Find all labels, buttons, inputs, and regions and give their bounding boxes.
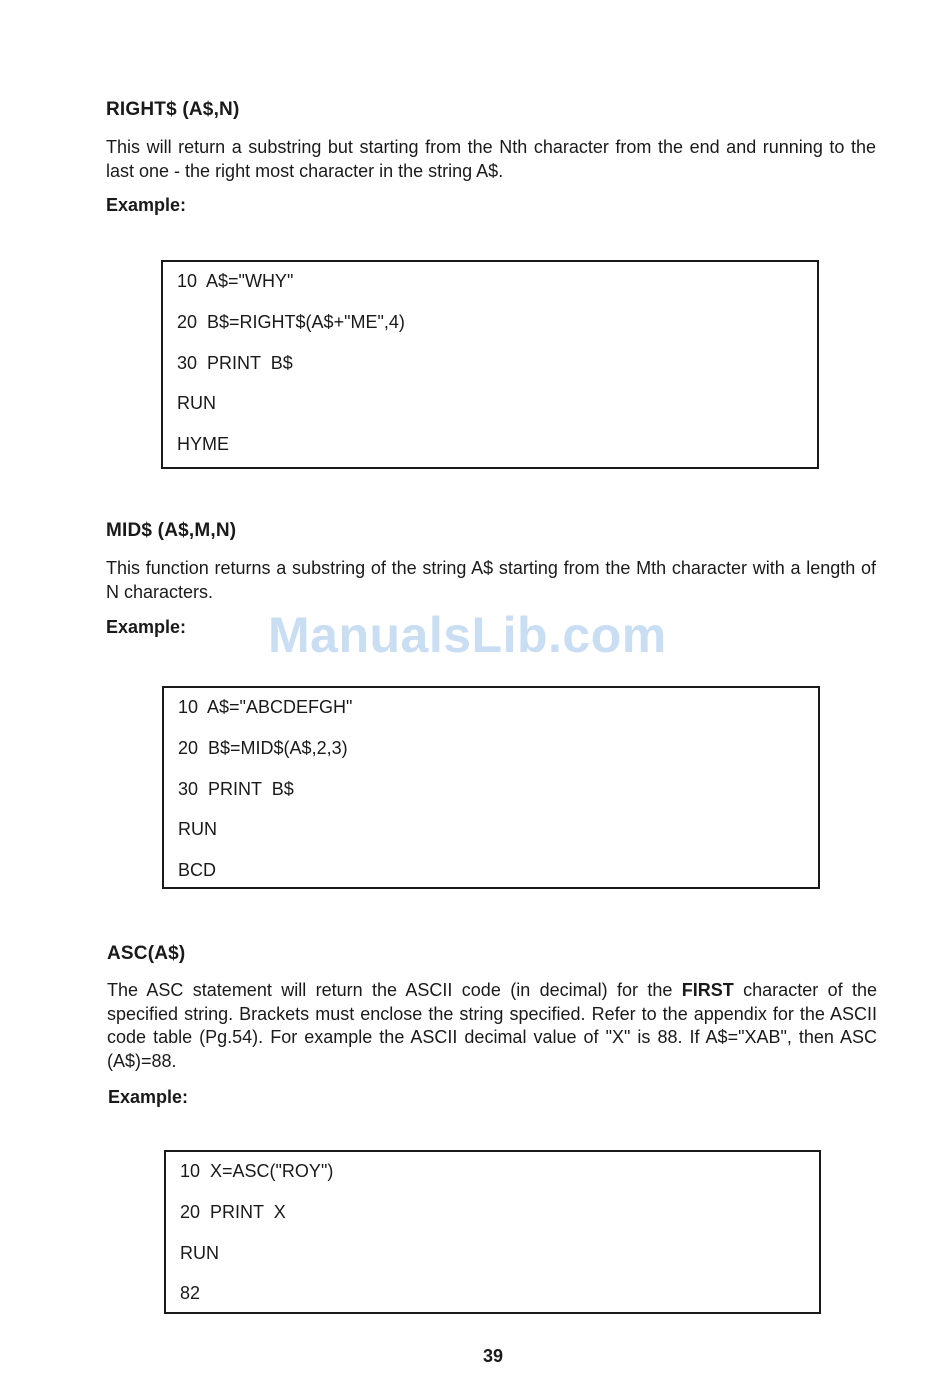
section-heading-asc: ASC(A$) bbox=[107, 943, 186, 964]
section-heading-mid: MID$ (A$,M,N) bbox=[106, 520, 237, 541]
code-line: HYME bbox=[177, 434, 230, 455]
code-line: 10 A$="WHY" bbox=[177, 271, 294, 291]
code-line: 10 A$="ABCDEFGH" bbox=[178, 697, 353, 717]
page-number: 39 bbox=[482, 1346, 504, 1366]
code-line: 20 B$=RIGHT$(A$+"ME",4) bbox=[177, 311, 405, 332]
description-text: The ASC statement will return the ASCII code (in decimal) for the bbox=[107, 980, 682, 1000]
code-line: 30 PRINT B$ bbox=[177, 352, 293, 373]
code-line: 10 X=ASC("ROY") bbox=[180, 1161, 334, 1181]
example-label-mid: Example: bbox=[106, 617, 187, 637]
description-emphasis: FIRST bbox=[681, 980, 734, 1000]
example-label-right: Example: bbox=[106, 195, 187, 215]
example-label-asc: Example: bbox=[108, 1087, 189, 1107]
code-box-mid bbox=[162, 686, 820, 889]
code-line: 82 bbox=[180, 1283, 201, 1304]
section-heading-right: RIGHT$ (A$,N) bbox=[106, 99, 240, 120]
code-line: 30 PRINT B$ bbox=[178, 778, 294, 799]
code-box-asc bbox=[164, 1150, 821, 1314]
code-line: 20 B$=MID$(A$,2,3) bbox=[178, 737, 348, 758]
description-text: character of the specified string. Brackets must enclose the string specified. Refer to the appendix for the ASCII code table (Pg.54). For example the ASCII decimal value of "X" is 88. If A$="XAB", then ASC (A$)=88. bbox=[107, 980, 877, 1071]
code-line: RUN bbox=[177, 393, 216, 414]
code-line: RUN bbox=[178, 819, 217, 840]
section-description-mid: This function returns a substring of the string A$ starting from the Mth character with a length of N characters. bbox=[106, 558, 876, 602]
code-box-right bbox=[161, 260, 819, 469]
code-line: BCD bbox=[178, 860, 217, 881]
section-description-right: This will return a substring but starting from the Nth character from the end and running to the last one - the right most character in the string A$. bbox=[106, 137, 876, 181]
section-description-asc bbox=[107, 979, 877, 1073]
code-line: 20 PRINT X bbox=[180, 1201, 286, 1222]
code-line: RUN bbox=[180, 1242, 219, 1263]
watermark-text: ManualsLib.com bbox=[268, 607, 667, 663]
